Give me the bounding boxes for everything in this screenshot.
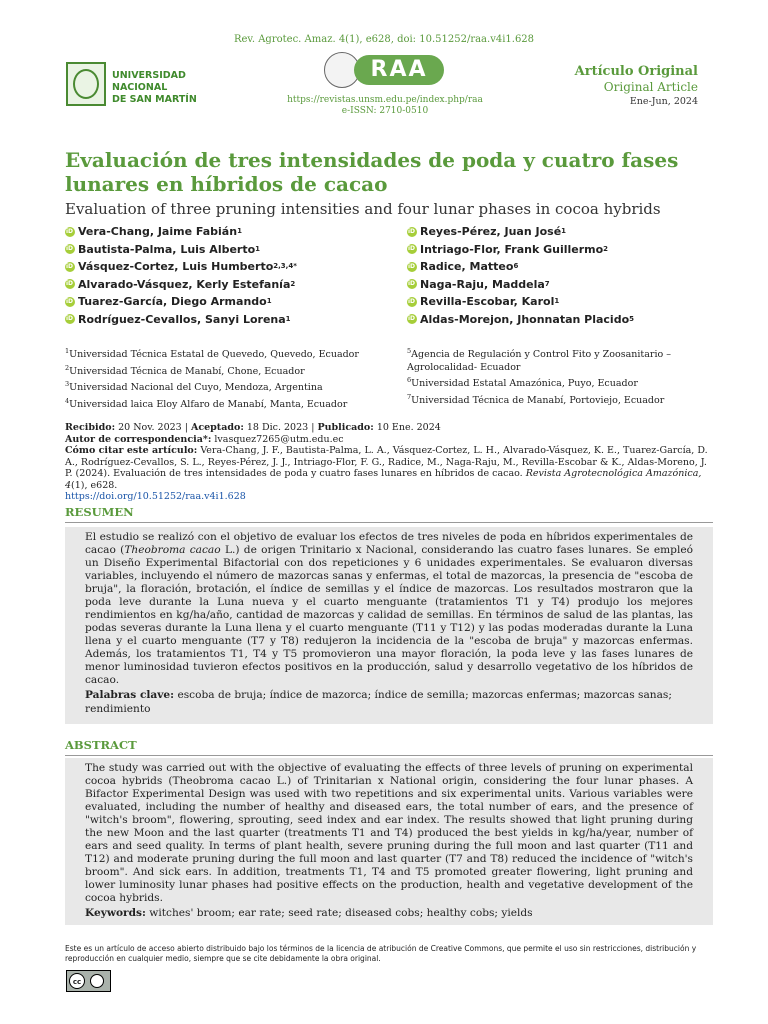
species-name: Theobroma cacao: [124, 544, 221, 556]
affiliation-text: Universidad laica Eloy Alfaro de Manabí, Manta, Ecuador: [69, 399, 348, 411]
affiliations-right: [407, 345, 697, 407]
author-name: Tuarez-García, Diego Armando: [78, 295, 267, 308]
orcid-icon[interactable]: [407, 279, 417, 289]
resumen-keywords-label: Palabras clave:: [85, 689, 175, 701]
abstract-box: [65, 758, 713, 925]
authors-right-column: [407, 223, 717, 328]
author-affiliation-number: 6: [513, 262, 519, 270]
abstract-heading: ABSTRACT: [65, 738, 137, 752]
orcid-icon[interactable]: [407, 297, 417, 307]
author-affiliation-number: 1: [255, 244, 261, 253]
issue-date-range: Ene-Jun, 2024: [629, 96, 698, 107]
resumen-heading: RESUMEN: [65, 505, 134, 519]
author-entry: [407, 311, 717, 329]
cite-text: Vera-Chang, J. F., Bautista-Palma, L. A., Vásquez-Cortez, L. H., Alvarado-Vásquez, K. E., Tuarez-García, D. A., Rodríguez-Cevallos, S. L., Reyes-Pérez, J. J., Intriago-Flor, F. G., Radice, M., Naga-Raju, M., Revilla-Escobar & K., Aldas-Moreno, J. P. (2024). Evaluación de tres intensidades de poda y cuatro fases lunares en híbridos de cacao.: [65, 445, 708, 479]
university-name-line2: DE SAN MARTÍN: [112, 94, 197, 105]
affiliation-text: Universidad Técnica de Manabí, Portoviejo, Ecuador: [411, 394, 665, 406]
journal-eissn: e-ISSN: 2710-0510: [341, 106, 429, 116]
resumen-box: [65, 527, 713, 724]
affiliation-item: [407, 345, 697, 374]
author-name: Radice, Matteo: [420, 260, 514, 273]
affiliation-item: [65, 345, 365, 362]
orcid-icon[interactable]: [65, 297, 75, 307]
accepted-date: 18 Dic. 2023: [246, 422, 309, 433]
orcid-icon[interactable]: [407, 227, 417, 237]
author-name: Rodríguez-Cevallos, Sanyi Lorena: [78, 312, 286, 326]
article-dates: Recibido: 20 Nov. 2023 | Aceptado: 18 Dic. 2023 | Publicado: 10 Ene. 2024: [65, 422, 441, 433]
author-entry: [65, 241, 395, 259]
author-affiliation-number: 1: [266, 297, 272, 305]
author-name: Reyes-Pérez, Juan José: [420, 225, 562, 238]
article-type-es: Artículo Original: [574, 64, 698, 79]
article-title-es: Evaluación de tres intensidades de poda y cuatro fases lunares en híbridos de cacao: [65, 148, 679, 196]
author-entry: [65, 223, 395, 241]
article-type-block: [575, 64, 698, 107]
published-label: Publicado:: [317, 422, 374, 433]
university-logo: [66, 62, 226, 108]
affiliation-item: [65, 362, 365, 379]
resumen-text: El estudio se realizó con el objetivo de evaluar los efectos de tres niveles de poda en híbridos experimentales de cacao (Theobroma cacao L.) de origen Trinitario x Nacional, considerando las cuatro fases lunares. Se empleó un Diseño Experimental Bifactorial con dos repeticiones y 6 unidades experimentales. Se evaluaron diversas variables, incluyendo el número de mazorcas sanas y enfermas, el total de mazorcas, la presencia de "escoba de bruja", la floración, brotación, el índice de semillas y el índice de mazorcas. Los resultados mostraron que la poda leve durante la Luna nueva y el cuarto menguante (tratamientos T1 y T4) produjo los mejores rendimientos en kg/ha/año, cantidad de mazorcas y calidad de semillas. En términos de salud de las plantas, las podas severas durante la Luna llena y el cuarto menguante (T11 y T12) y las podas moderadas durante la Luna llena y el cuarto menguante (T7 y T8) redujeron la incidencia de la "escoba de bruja" y mazorcas enfermas. Además, los tratamientos T1, T4 y T5 promovieron una mayor floración, la poda leve y las fases lunares de menor luminosidad tuvieron efectos positivos en la producción, salud y desarrollo vegetativo de los híbridos de cacao.: [85, 531, 693, 686]
affiliation-number: 6: [407, 376, 412, 385]
affiliation-number: 7: [407, 392, 412, 401]
journal-url-block: [250, 95, 520, 117]
authors-left-column: [65, 223, 395, 328]
affiliation-number: 5: [407, 347, 412, 355]
author-affiliation-number: 2: [603, 244, 609, 253]
cite-tail: (1), e628.: [71, 479, 118, 491]
author-name: Vera-Chang, Jaime Fabián: [78, 225, 238, 238]
author-entry: [65, 276, 395, 294]
by-attribution-icon: [90, 974, 104, 988]
author-name: Vásquez-Cortez, Luis Humberto: [78, 260, 274, 273]
abstract-keywords-text: witches' broom; ear rate; seed rate; diseased cobs; healthy cobs; yields: [149, 907, 533, 919]
journal-logo-text: RAA: [354, 55, 444, 85]
author-affiliation-number: 7: [544, 279, 550, 288]
abstract-keywords-label: Keywords:: [85, 907, 146, 919]
resumen-keywords-text: escoba de bruja; índice de mazorca; índice de semilla; mazorcas enfermas; mazorcas sanas; rendimiento: [85, 689, 672, 715]
cc-icon: cc: [69, 973, 85, 989]
journal-url[interactable]: https://revistas.unsm.edu.pe/index.php/raa: [287, 95, 483, 105]
orcid-icon[interactable]: [407, 244, 417, 254]
author-name: Naga-Raju, Maddela: [420, 277, 545, 291]
orcid-icon[interactable]: [65, 262, 75, 272]
received-date: 20 Nov. 2023: [118, 422, 182, 433]
author-entry: [65, 293, 395, 311]
creative-commons-badge[interactable]: [66, 970, 111, 992]
university-name-line1: UNIVERSIDAD NACIONAL: [112, 70, 186, 93]
author-name: Alvarado-Vásquez, Kerly Estefanía: [78, 277, 291, 291]
correspondence: [65, 434, 715, 446]
abstract-text: The study was carried out with the objective of evaluating the effects of three levels of pruning on experimental cocoa hybrids (Theobroma cacao L.) of Trinitarian x National origin, considering the four lunar phases. A Bifactor Experimental Design was used with two repetitions and six experimental units. Various variables were evaluated, including the number of healthy and diseased ears, the total number of ears, and the presence of "witch's broom", flowering, sprouting, seed index and ear index. The results showed that light pruning during the new Moon and the last quarter (treatments T1 and T4) produced the best yields in kg/ha/year, number of ears and seed quality. In terms of plant health, severe pruning during the full moon and last quarter (T11 and T12) and moderate pruning during the full moon and last quarter (T7 and T8) reduced the incidence of "witch's broom". And sick ears. In addition, treatments T1, T4 and T5 promoted greater flowering, light pruning and lower luminosity lunar phases had positive effects on the production, health and vegetative development of the cocoa hybrids.: [85, 762, 693, 904]
article-title-en: Evaluation of three pruning intensities and four lunar phases in cocoa hybrids: [65, 200, 661, 218]
affiliation-item: [407, 391, 697, 408]
author-entry: [407, 258, 717, 276]
author-affiliation-number: 1: [561, 227, 567, 235]
orcid-icon[interactable]: [407, 314, 417, 324]
article-meta: [65, 422, 715, 503]
affiliation-number: 1: [65, 347, 70, 355]
affiliation-number: 4: [65, 396, 70, 405]
author-affiliation-number: 1: [554, 297, 560, 305]
author-name: Bautista-Palma, Luis Alberto: [78, 242, 256, 256]
author-name: Aldas-Morejon, Jhonnatan Placido: [420, 312, 630, 326]
affiliation-text: Universidad Técnica Estatal de Quevedo, Quevedo, Ecuador: [69, 349, 359, 361]
how-to-cite: [65, 445, 715, 491]
orcid-icon[interactable]: [65, 244, 75, 254]
orcid-icon[interactable]: [65, 227, 75, 237]
cite-label: Cómo citar este artículo:: [65, 445, 198, 456]
citation-line: Rev. Agrotec. Amaz. 4(1), e628, doi: 10.51252/raa.v4i1.628: [233, 34, 535, 45]
university-seal-icon: [66, 62, 106, 106]
article-type-en: Original Article: [603, 80, 698, 94]
affiliation-text: Agencia de Regulación y Control Fito y Zoosanitario – Agrolocalidad- Ecuador: [407, 349, 671, 373]
affiliation-number: 3: [65, 380, 70, 389]
affiliation-text: Universidad Nacional del Cuyo, Mendoza, Argentina: [69, 382, 323, 394]
author-affiliation-number: 2,3,4*: [273, 262, 297, 270]
author-affiliation-number: 5: [629, 314, 635, 323]
doi-link[interactable]: https://doi.org/10.51252/raa.v4i1.628: [65, 491, 246, 502]
affiliation-text: Universidad Estatal Amazónica, Puyo, Ecuador: [411, 378, 638, 390]
author-affiliation-number: 1: [285, 314, 291, 323]
received-label: Recibido:: [65, 422, 116, 433]
orcid-icon[interactable]: [407, 262, 417, 272]
resumen-rule: [65, 522, 713, 523]
author-entry: [65, 311, 395, 329]
cite-journal: Revista Agrotecnológica Amazónica, 4: [65, 468, 702, 491]
resumen-keywords: [85, 689, 693, 716]
published-date: 10 Ene. 2024: [376, 422, 441, 433]
affiliation-item: [65, 378, 365, 395]
author-affiliation-number: 2: [290, 279, 296, 288]
orcid-icon[interactable]: [65, 314, 75, 324]
author-entry: [407, 293, 717, 311]
accepted-label: Aceptado:: [190, 422, 244, 433]
abstract-rule: [65, 755, 713, 756]
author-name: Revilla-Escobar, Karol: [420, 295, 555, 308]
correspondence-label: Autor de correspondencia*:: [65, 433, 212, 445]
author-name: Intriago-Flor, Frank Guillermo: [420, 242, 604, 256]
journal-logo: [324, 52, 454, 88]
author-entry: [65, 258, 395, 276]
author-entry: [407, 241, 717, 259]
affiliation-number: 2: [65, 363, 70, 372]
author-entry: [407, 276, 717, 294]
author-entry: [407, 223, 717, 241]
correspondence-email[interactable]: lvasquez7265@utm.edu.ec: [214, 433, 344, 445]
author-affiliation-number: 1: [237, 227, 242, 235]
affiliation-item: [65, 395, 365, 412]
orcid-icon[interactable]: [65, 279, 75, 289]
affiliations-left: [65, 345, 365, 412]
license-text: Este es un artículo de acceso abierto distribuido bajo los términos de la licencia de atribución de Creative Commons, que permite el uso sin restricciones, distribución y reproducción en cualquier medio, siempre que se cite debidamente la obra original.: [65, 944, 697, 963]
affiliation-item: [407, 374, 697, 391]
abstract-keywords: [85, 907, 693, 921]
affiliation-text: Universidad Técnica de Manabí, Chone, Ecuador: [69, 365, 305, 377]
